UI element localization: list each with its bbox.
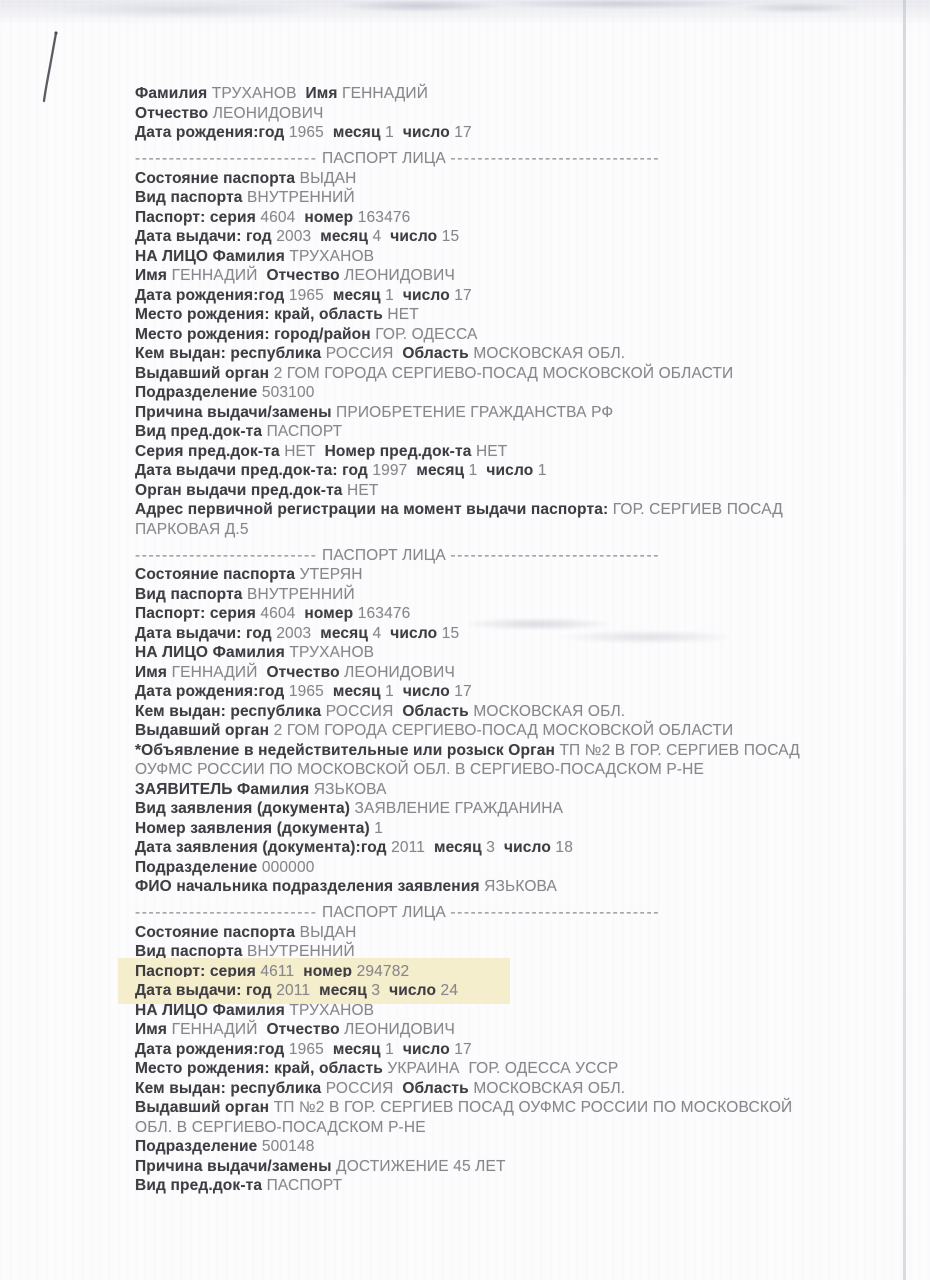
doc-line (135, 643, 835, 663)
field-value: 24 (440, 982, 459, 999)
doc-line (135, 169, 835, 189)
separator-title: ПАСПОРТ ЛИЦА (317, 904, 451, 921)
field-value: ГЕННАДИЙ (342, 85, 428, 102)
doc-line (135, 702, 835, 722)
doc-line (135, 760, 835, 780)
field-value: ОБЛ. В СЕРГИЕВО-ПОСАДСКОМ Р-НЕ (135, 1118, 426, 1136)
doc-line (135, 923, 835, 943)
field-label: Подразделение (135, 858, 262, 876)
separator-title: ПАСПОРТ ЛИЦА (317, 546, 451, 564)
field-value: 294782 (356, 962, 410, 980)
field-label: Область (402, 702, 474, 720)
field-label: Паспорт: серия (135, 208, 261, 226)
field-value: 1965 (288, 286, 333, 304)
field-value: ТРУХАНОВ (289, 247, 375, 265)
field-label: Имя (135, 267, 172, 284)
field-value: МОСКОВСКАЯ ОБЛ. (473, 345, 626, 362)
field-value: 1 (385, 286, 403, 304)
field-label: Дата выдачи: год (135, 982, 277, 999)
separator-dashes: --------------------------- (135, 546, 318, 564)
doc-line (135, 1001, 835, 1021)
doc-line (135, 104, 835, 124)
field-value: НЕТ (475, 442, 508, 460)
separator-dashes: ------------------------------- (450, 150, 660, 167)
field-label: месяц (332, 286, 386, 304)
field-label: Кем выдан: республика (135, 345, 326, 362)
field-value: ЛЕОНИДОВИЧ (344, 267, 455, 284)
field-label: Вид паспорта (135, 943, 248, 960)
field-label: Дата рождения:год (135, 286, 289, 304)
field-label: Дата выдачи: год (135, 228, 277, 245)
field-value: 1 (374, 819, 384, 837)
field-value: 2 ГОМ ГОРОДА СЕРГИЕВО-ПОСАД МОСКОВСКОЙ ОБЛАСТИ (273, 364, 734, 382)
field-label: Место рождения: край, область (135, 306, 388, 323)
doc-line (135, 383, 835, 403)
field-value: ТРУХАНОВ (289, 1001, 375, 1019)
field-label: ФИО начальника подразделения заявления (135, 878, 485, 895)
field-value: 1 (537, 462, 547, 479)
doc-line (135, 247, 835, 267)
doc-line (135, 481, 835, 501)
field-value: ЛЕОНИДОВИЧ (212, 104, 324, 122)
field-value: 163476 (357, 208, 411, 226)
doc-line (135, 565, 835, 585)
field-label: Дата рождения:год (135, 1040, 289, 1058)
field-label: Номер пред.док-та (324, 442, 476, 460)
field-value: МОСКОВСКАЯ ОБЛ. (473, 702, 626, 720)
field-label: Подразделение (135, 384, 262, 401)
separator-dashes: --------------------------- (135, 904, 318, 921)
doc-line (135, 305, 835, 325)
field-label: Подразделение (135, 1138, 262, 1155)
pen-mark (38, 28, 68, 108)
field-value: 3 (371, 982, 390, 999)
field-label: месяц (332, 683, 386, 700)
field-value: ТП №2 В ГОР. СЕРГИЕВ ПОСАД ОУФМС РОССИИ ПО МОСКОВСКОЙ (273, 1099, 793, 1116)
field-value: 15 (441, 228, 460, 245)
field-label: число (402, 1040, 455, 1058)
field-value: ГЕННАДИЙ (171, 663, 267, 681)
field-value: РОССИЯ (325, 702, 403, 720)
field-label: Вид заявления (документа) (135, 800, 355, 817)
field-value: 17 (454, 286, 472, 304)
field-value: 3 (486, 839, 504, 856)
field-value: ГЕННАДИЙ (171, 1021, 267, 1038)
doc-line-highlighted (135, 981, 835, 1001)
doc-line (135, 1079, 835, 1099)
section-separator (135, 546, 835, 566)
field-label: Дата выдачи: год (135, 624, 277, 642)
field-label: Вид паспорта (135, 585, 248, 603)
field-value: ПАСПОРТ (266, 423, 343, 440)
field-label: число (390, 624, 442, 642)
section-separator (135, 903, 835, 923)
doc-line (135, 520, 835, 540)
document-text (135, 84, 835, 1196)
field-label: месяц (332, 1040, 386, 1058)
field-label: Серия пред.док-та (135, 442, 285, 460)
field-value: РОССИЯ (325, 1079, 403, 1097)
field-value: 2003 (276, 228, 321, 245)
field-value: НЕТ (284, 442, 325, 460)
doc-line (135, 604, 835, 624)
doc-line (135, 838, 835, 858)
field-value: 4604 (260, 605, 305, 622)
field-label: месяц (320, 228, 373, 245)
field-label: Номер заявления (документа) (135, 819, 375, 837)
doc-line (135, 858, 835, 878)
field-label: Область (402, 345, 474, 362)
field-label: Выдавший орган (135, 364, 274, 382)
field-label: число (390, 228, 442, 245)
field-value: 4604 (260, 208, 305, 226)
field-label: Вид пред.док-та (135, 1177, 267, 1194)
field-value: ЗАЯВЛЕНИЕ ГРАЖДАНИНА (354, 800, 564, 817)
doc-line (135, 364, 835, 384)
field-label: Орган выдачи пред.док-та (135, 481, 348, 499)
field-value: 500148 (261, 1138, 315, 1155)
field-label: месяц (416, 462, 469, 479)
field-label: НА ЛИЦО Фамилия (135, 1001, 290, 1019)
field-value: ВНУТРЕННИЙ (247, 585, 355, 603)
field-label: *Объявление в недействительные или розыск Орган (135, 741, 560, 759)
doc-line (135, 1020, 835, 1040)
doc-line (135, 325, 835, 345)
field-label: число (402, 124, 455, 141)
field-value: 2011 (276, 982, 320, 999)
field-value: ПАРКОВАЯ Д.5 (135, 520, 249, 538)
field-value: 1 (385, 1040, 403, 1058)
field-value: 15 (441, 624, 460, 642)
field-label: число (503, 839, 556, 856)
doc-line (135, 799, 835, 819)
field-label: Имя (135, 1021, 172, 1038)
field-value: НЕТ (347, 481, 379, 499)
field-value: НЕТ (387, 306, 419, 323)
field-label: Причина выдачи/замены (135, 403, 337, 421)
field-label: Дата заявления (документа):год (135, 839, 392, 856)
doc-line (135, 624, 835, 644)
field-value: 1965 (288, 1040, 333, 1058)
separator-dashes: --------------------------- (135, 150, 318, 167)
field-label: Состояние паспорта (135, 923, 300, 941)
field-label: месяц (332, 124, 386, 141)
field-value: 4611 (260, 962, 304, 980)
field-label: число (486, 462, 538, 479)
field-value: 2011 (391, 839, 434, 856)
doc-line (135, 780, 835, 800)
field-value: ГОР. ОДЕССА (375, 325, 478, 343)
field-value: 17 (454, 683, 472, 700)
field-value: ВНУТРЕННИЙ (247, 189, 355, 206)
field-value: 1 (385, 124, 403, 141)
field-value: ПАСПОРТ (266, 1177, 343, 1194)
field-value: 4 (372, 624, 391, 642)
field-value: 4 (372, 228, 391, 245)
field-label: число (402, 286, 455, 304)
field-value: МОСКОВСКАЯ ОБЛ. (473, 1079, 626, 1097)
doc-line (135, 1098, 835, 1118)
separator-title: ПАСПОРТ ЛИЦА (317, 150, 451, 167)
doc-line (135, 1176, 835, 1196)
field-label: Паспорт: серия (135, 962, 261, 980)
field-value: 2003 (276, 624, 321, 642)
field-value: 1965 (288, 683, 333, 700)
scanner-band-artifact (0, 0, 930, 30)
field-value: ТП №2 В ГОР. СЕРГИЕВ ПОСАД (559, 741, 800, 759)
field-label: число (402, 683, 455, 700)
field-label: Отчество (135, 104, 213, 122)
field-value: ЛЕОНИДОВИЧ (344, 1021, 455, 1038)
doc-line (135, 877, 835, 897)
doc-line (135, 682, 835, 702)
field-value: 503100 (261, 384, 315, 401)
field-label: Вид пред.док-та (135, 423, 267, 440)
field-value: ВЫДАН (299, 169, 357, 187)
field-value: ЛЕОНИДОВИЧ (344, 663, 455, 681)
field-label: Вид паспорта (135, 189, 248, 206)
field-value: РОССИЯ (325, 345, 403, 362)
field-value: ТРУХАНОВ (289, 644, 375, 661)
field-label: Имя (305, 85, 343, 102)
field-label: НА ЛИЦО Фамилия (135, 247, 290, 265)
doc-line (135, 663, 835, 683)
field-value: 17 (454, 124, 472, 141)
doc-line (135, 123, 835, 143)
doc-line (135, 266, 835, 286)
field-label: Отчество (266, 663, 345, 681)
field-value: УКРАИНА ГОР. ОДЕССА УССР (387, 1060, 619, 1077)
doc-line (135, 1157, 835, 1177)
field-label: Кем выдан: республика (135, 1079, 326, 1097)
separator-dashes: ------------------------------- (450, 904, 660, 921)
doc-line (135, 286, 835, 306)
field-label: номер (303, 962, 357, 980)
field-label: Фамилия (135, 85, 212, 102)
field-value: ОУФМС РОССИИ ПО МОСКОВСКОЙ ОБЛ. В СЕРГИЕВО-ПОСАДСКОМ Р-НЕ (135, 761, 704, 778)
field-label: Отчество (266, 1021, 345, 1038)
doc-line (135, 403, 835, 423)
field-label: номер (304, 208, 358, 226)
field-value: ВНУТРЕННИЙ (247, 943, 355, 960)
field-value: 17 (454, 1040, 472, 1058)
field-label: Адрес первичной регистрации на момент выдачи паспорта: (135, 501, 613, 518)
field-label: Место рождения: город/район (135, 325, 376, 343)
field-label: Выдавший орган (135, 1099, 274, 1116)
field-label: Место рождения: край, область (135, 1060, 388, 1077)
field-label: ЗАЯВИТЕЛЬ Фамилия (135, 780, 314, 798)
doc-line (135, 1059, 835, 1079)
field-value: ДОСТИЖЕНИЕ 45 ЛЕТ (336, 1157, 506, 1175)
field-value: 1965 (288, 124, 333, 141)
field-label: месяц (319, 982, 372, 999)
field-label: Состояние паспорта (135, 169, 300, 187)
field-label: Дата рождения:год (135, 683, 289, 700)
doc-line (135, 721, 835, 741)
field-label: месяц (320, 624, 373, 642)
field-value: ПРИОБРЕТЕНИЕ ГРАЖДАНСТВА РФ (336, 403, 614, 421)
field-value: ЯЗЬКОВА (484, 878, 558, 895)
field-label: номер (304, 605, 358, 622)
field-value: ГОР. СЕРГИЕВ ПОСАД (612, 501, 783, 518)
doc-line (135, 422, 835, 442)
doc-line (135, 1137, 835, 1157)
field-label: Кем выдан: республика (135, 702, 326, 720)
doc-line (135, 188, 835, 208)
page-edge-shadow (903, 0, 906, 1280)
field-value: УТЕРЯН (299, 566, 363, 583)
doc-line (135, 84, 835, 104)
doc-line (135, 461, 835, 481)
field-value: 18 (555, 839, 573, 856)
field-label: месяц (433, 839, 487, 856)
doc-line (135, 208, 835, 228)
doc-line (135, 1040, 835, 1060)
field-label: Выдавший орган (135, 722, 274, 739)
field-label: Паспорт: серия (135, 605, 261, 622)
field-label: Область (402, 1079, 474, 1097)
doc-line (135, 819, 835, 839)
doc-line (135, 344, 835, 364)
field-value: 1 (468, 462, 487, 479)
field-value: 000000 (261, 858, 315, 876)
field-label: Дата рождения:год (135, 124, 289, 141)
field-label: Имя (135, 663, 172, 681)
field-value: ТРУХАНОВ (211, 85, 306, 102)
field-label: Причина выдачи/замены (135, 1157, 337, 1175)
field-label: Отчество (266, 267, 345, 284)
section-separator (135, 149, 835, 169)
field-value: 1 (385, 683, 403, 700)
field-value: ЯЗЬКОВА (313, 780, 387, 798)
field-value: ВЫДАН (299, 923, 357, 941)
field-label: НА ЛИЦО Фамилия (135, 644, 290, 661)
field-label: число (389, 982, 441, 999)
field-value: 163476 (357, 605, 411, 622)
doc-line (135, 227, 835, 247)
doc-line (135, 442, 835, 462)
doc-line (135, 500, 835, 520)
doc-line (135, 585, 835, 605)
field-value: 2 ГОМ ГОРОДА СЕРГИЕВО-ПОСАД МОСКОВСКОЙ ОБЛАСТИ (273, 722, 734, 739)
doc-line (135, 1118, 835, 1138)
separator-dashes: ------------------------------- (450, 546, 660, 564)
field-label: Дата выдачи пред.док-та: год (135, 462, 373, 479)
field-label: Состояние паспорта (135, 566, 300, 583)
doc-line (135, 741, 835, 761)
field-value: ГЕННАДИЙ (171, 267, 267, 284)
field-value: 1997 (372, 462, 417, 479)
